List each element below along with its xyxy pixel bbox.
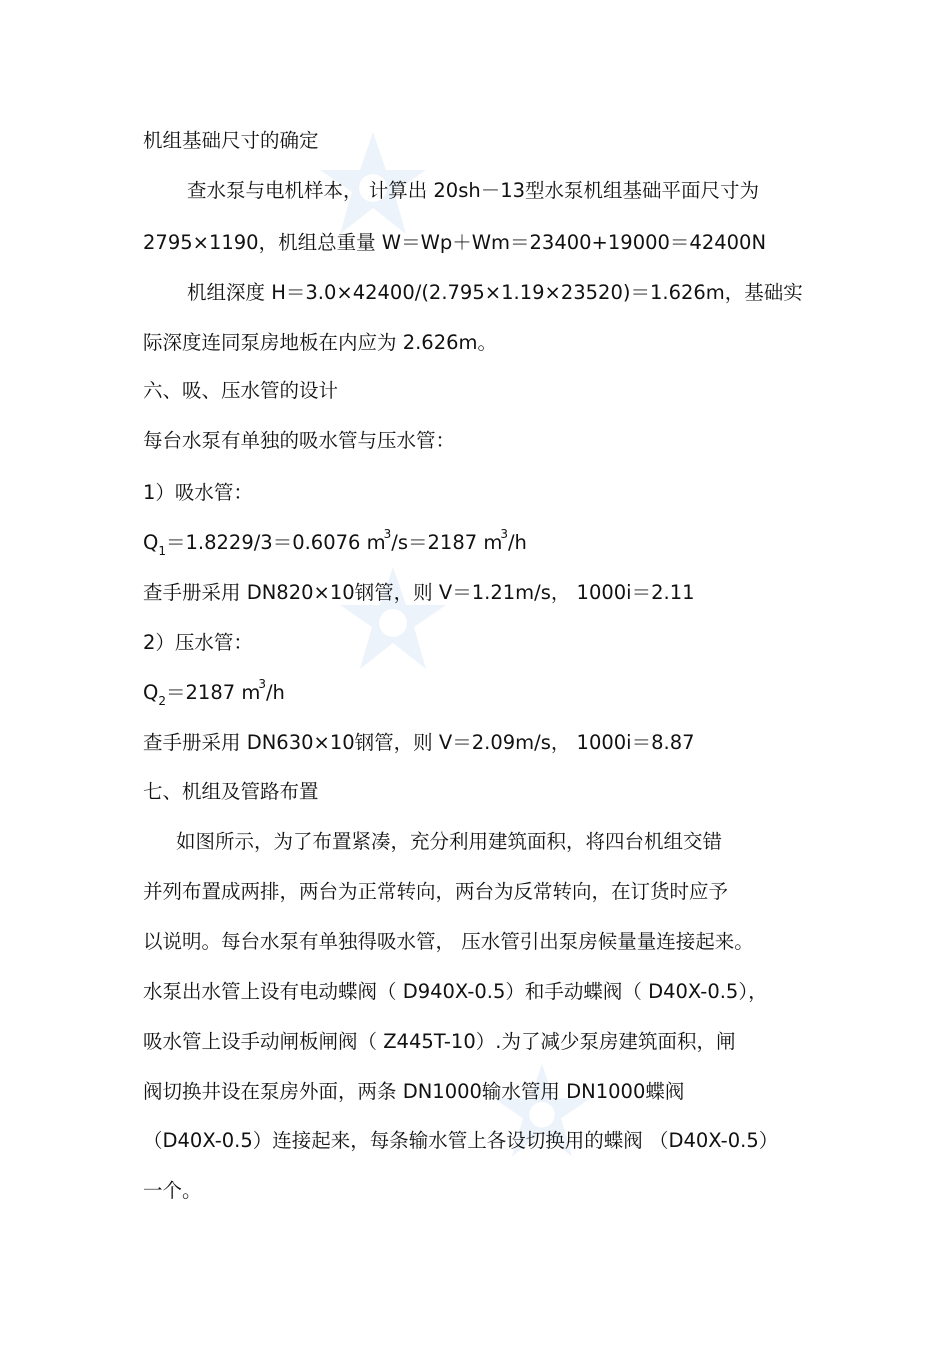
section-heading: 七、机组及管路布置 bbox=[143, 780, 319, 803]
paragraph-line: 并列布置成两排，两台为正常转向，两台为反常转向，在订货时应予 bbox=[143, 880, 729, 903]
formula-subscript: 1 bbox=[158, 544, 166, 558]
paragraph-line: 以说明。每台水泵有单独得吸水管， 压水管引出泵房候量量连接起来。 bbox=[143, 930, 754, 953]
paragraph-line: 一个。 bbox=[143, 1179, 202, 1202]
formula-symbol: Q bbox=[143, 531, 159, 554]
formula-symbol: Q bbox=[143, 681, 159, 704]
paragraph-line: 水泵出水管上设有电动蝶阀（ D940X-0.5）和手动蝶阀（ D40X-0.5）， bbox=[143, 980, 768, 1003]
formula-text: /s＝2187 m bbox=[391, 531, 503, 554]
formula-line bbox=[143, 527, 527, 558]
paragraph-line: 2795×1190，机组总重量 W＝Wp＋Wm＝23400+19000＝42400N bbox=[143, 231, 767, 254]
formula-text: /h bbox=[265, 681, 285, 704]
formula-superscript: 3 bbox=[500, 527, 508, 541]
formula-line bbox=[143, 677, 285, 708]
list-item-heading: 2）压水管： bbox=[143, 631, 253, 654]
paragraph-line: 如图所示，为了布置紧凑，充分利用建筑面积，将四台机组交错 bbox=[176, 830, 723, 853]
paragraph-line: （D40X-0.5）连接起来，每条输水管上各设切换用的蝶阀 （D40X-0.5） bbox=[143, 1129, 779, 1152]
paragraph-line: 查水泵与电机样本， 计算出 20sh－13型水泵机组基础平面尺寸为 bbox=[187, 179, 760, 202]
formula-text: ＝2187 m bbox=[166, 681, 261, 704]
paragraph-line: 吸水管上设手动闸板闸阀（ Z445T-10）.为了减少泵房建筑面积，闸 bbox=[143, 1030, 736, 1053]
paragraph-line: 阀切换井设在泵房外面，两条 DN1000输水管用 DN1000蝶阀 bbox=[143, 1080, 685, 1103]
formula-text: ＝1.8229/3＝0.6076 m bbox=[166, 531, 386, 554]
formula-subscript: 2 bbox=[158, 694, 166, 708]
paragraph-line: 每台水泵有单独的吸水管与压水管： bbox=[143, 429, 456, 452]
paragraph-line: 际深度连同泵房地板在内应为 2.626m。 bbox=[143, 331, 498, 354]
section-heading: 六、吸、压水管的设计 bbox=[143, 379, 339, 402]
formula-superscript: 3 bbox=[383, 527, 392, 541]
section-subtitle: 机组基础尺寸的确定 bbox=[143, 129, 319, 152]
list-item-heading: 1）吸水管： bbox=[143, 481, 253, 504]
paragraph-line: 查手册采用 DN820×10钢管，则 V＝1.21m/s， 1000i＝2.11 bbox=[143, 581, 695, 604]
paragraph-line: 查手册采用 DN630×10钢管，则 V＝2.09m/s， 1000i＝8.87 bbox=[143, 731, 695, 754]
formula-text: /h bbox=[507, 531, 527, 554]
formula-superscript: 3 bbox=[258, 677, 266, 691]
paragraph-line: 机组深度 H＝3.0×42400/(2.795×1.19×23520)＝1.626m，基础实 bbox=[187, 281, 803, 304]
